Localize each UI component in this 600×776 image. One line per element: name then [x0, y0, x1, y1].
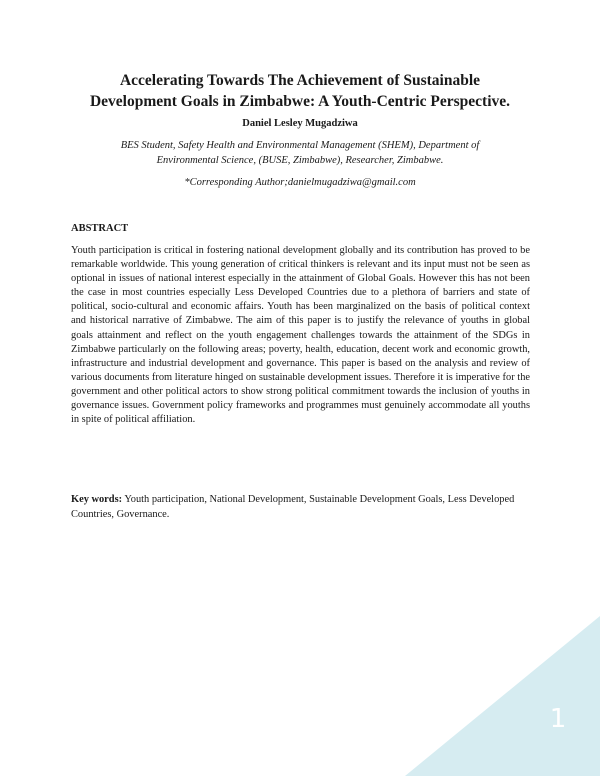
title-line-2: Development Goals in Zimbabwe: A Youth-Centric Perspective. — [89, 93, 511, 110]
corner-triangle-shape — [405, 616, 600, 776]
author-affiliation — [80, 138, 520, 168]
keywords — [71, 492, 530, 522]
affiliation-line-2: Environmental Science, (BUSE, Zimbabwe), Researcher, Zimbabwe. — [156, 155, 444, 166]
keywords-text: Youth participation, National Development, Sustainable Development Goals, Less Developed Countries, Governance. — [71, 494, 515, 520]
affiliation-line-1: BES Student, Safety Health and Environmental Management (SHEM), Department of — [120, 140, 480, 151]
corresponding-author: *Corresponding Author;danielmugadziwa@gmail.com — [184, 177, 416, 188]
author-name: Daniel Lesley Mugadziwa — [242, 118, 358, 129]
keywords-label: Key words: — [71, 494, 123, 505]
abstract-heading: ABSTRACT — [71, 223, 129, 234]
corner-triangle-decoration — [405, 616, 600, 776]
page-number: 1 — [549, 704, 567, 734]
title-line-1: Accelerating Towards The Achievement of Sustainable — [119, 72, 481, 89]
abstract-body: Youth participation is critical in fostering national development globally and its contribution has proved to be remarkable worldwide. This young generation of critical thinkers is relevant and its input must not be seen as optional in issues of national interest especially in the attainment of Global Goals. However this has not been the case in most countries especially Less Developed Countries due to a plethora of barriers and state of political, socio-cultural and economic affairs. Youth has been marginalized on the basis of political context and historical narrative of Zimbabwe. The aim of this paper is to justify the relevance of youths in global goals attainment and reflect on the youth engagement challenges towards the attainment of the SDGs in Zimbabwe particularly on the following areas; poverty, health, education, decent work and economic growth, infrastructure and industrial development and governance. This paper is based on the analysis and review of various documents from literature hinged on sustainable development issues. Therefore it is imperative for the government and other political actors to show strong political commitment towards the inclusion of youths in governance issues. Government policy frameworks and programmes must genuinely accommodate all youths in spite of political affiliation. — [71, 245, 530, 426]
paper-title — [60, 70, 540, 112]
